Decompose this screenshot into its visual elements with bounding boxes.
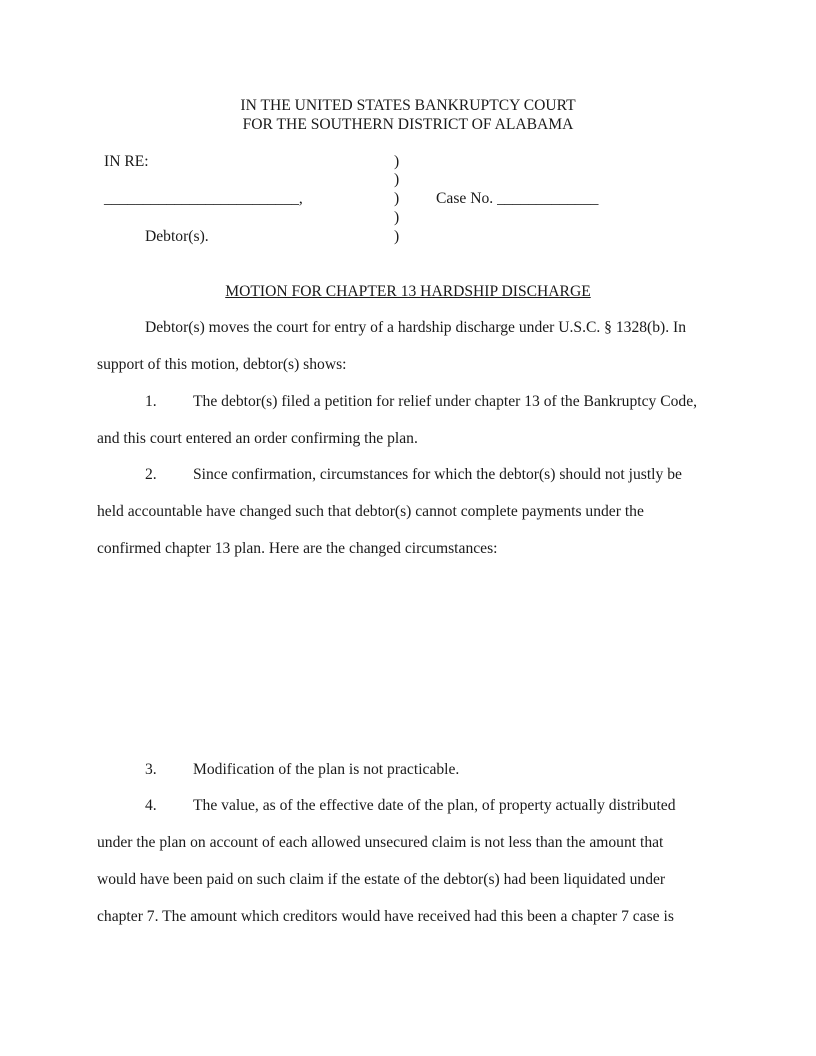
paragraph-4-line-4: chapter 7. The amount which creditors would have received had this been a chapter 7 case is bbox=[97, 908, 674, 925]
paragraph-3-line-1: Modification of the plan is not practicable. bbox=[193, 761, 460, 778]
caption-parenthesis: ) bbox=[394, 171, 400, 188]
paragraph-number: 2. bbox=[145, 466, 157, 483]
paragraph-4-line-1: The value, as of the effective date of the plan, of property actually distributed bbox=[193, 797, 676, 814]
paragraph-2-line-1: Since confirmation, circumstances for which the debtor(s) should not justly be bbox=[193, 466, 682, 483]
motion-title: MOTION FOR CHAPTER 13 HARDSHIP DISCHARGE bbox=[225, 283, 591, 300]
caption-parenthesis: ) bbox=[394, 190, 400, 207]
paragraph-2-line-2: held accountable have changed such that debtor(s) cannot complete payments under the bbox=[97, 503, 644, 520]
paragraph-4-line-3: would have been paid on such claim if the estate of the debtor(s) had been liquidated under bbox=[97, 871, 666, 888]
paragraph-4-line-2: under the plan on account of each allowed unsecured claim is not less than the amount that bbox=[97, 834, 664, 851]
changed-circumstances-blank-area bbox=[97, 575, 717, 755]
debtor-name-blank: _________________________, bbox=[104, 190, 303, 207]
intro-line-1: Debtor(s) moves the court for entry of a hardship discharge under U.S.C. § 1328(b). In bbox=[145, 319, 687, 336]
paragraph-2-line-3: confirmed chapter 13 plan. Here are the changed circumstances: bbox=[97, 540, 498, 557]
paragraph-number: 4. bbox=[145, 797, 157, 814]
paragraph-number: 1. bbox=[145, 393, 157, 410]
debtor-label: Debtor(s). bbox=[145, 228, 209, 245]
caption-parenthesis: ) bbox=[394, 228, 400, 245]
paragraph-1-line-1: The debtor(s) filed a petition for relief under chapter 13 of the Bankruptcy Code, bbox=[193, 393, 698, 410]
in-re-label: IN RE: bbox=[104, 153, 149, 170]
caption-parenthesis: ) bbox=[394, 153, 400, 170]
caption-parenthesis: ) bbox=[394, 209, 400, 226]
court-name-line-1: IN THE UNITED STATES BANKRUPTCY COURT bbox=[240, 97, 576, 114]
case-number-field: Case No. _____________ bbox=[436, 190, 599, 207]
paragraph-number: 3. bbox=[145, 761, 157, 778]
paragraph-1-line-2: and this court entered an order confirming the plan. bbox=[97, 430, 418, 447]
court-name-line-2: FOR THE SOUTHERN DISTRICT OF ALABAMA bbox=[242, 116, 574, 133]
intro-line-2: support of this motion, debtor(s) shows: bbox=[97, 356, 347, 373]
